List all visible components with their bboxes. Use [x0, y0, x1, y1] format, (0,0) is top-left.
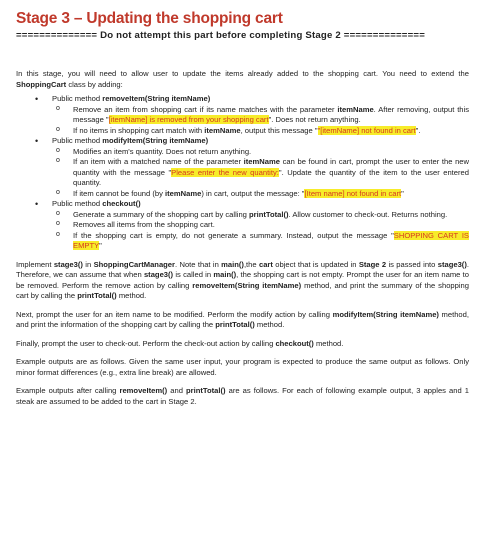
- text: and: [167, 386, 187, 395]
- code-ref: printTotal(): [186, 386, 226, 395]
- example-paragraph: [16, 357, 469, 378]
- text: If item cannot be found (by: [73, 188, 166, 198]
- highlighted-message: Please enter the new quantity:: [171, 167, 279, 177]
- text: ) in cart, output the message: ": [201, 188, 305, 198]
- text: method, and print the information of the shopping cart by calling the: [16, 309, 469, 329]
- method-prefix: Public method: [52, 136, 103, 145]
- modify-paragraph: [16, 310, 469, 331]
- method-item-checkout: [16, 199, 469, 252]
- method-list: [16, 94, 469, 252]
- intro-text: In this stage, you will need to allow user to update the items already added to the shopping cart. You need to extend the: [16, 69, 469, 78]
- checkout-paragraph: [16, 339, 469, 350]
- code-ref: checkout(): [275, 338, 314, 348]
- highlighted-message: SHOPPING CART IS EMPTY: [73, 230, 469, 250]
- code-ref: removeItem(String itemName): [192, 280, 302, 290]
- code-ref: cart: [258, 259, 273, 269]
- code-ref: printTotal(): [77, 291, 117, 300]
- code-ref: stage3(): [437, 259, 467, 269]
- text: Next, prompt the user for an item name to be modified. Perform the modify action by calling: [16, 309, 333, 319]
- code-ref: stage3(): [143, 270, 174, 279]
- remove-details: [52, 105, 469, 137]
- text: If an item with a matched name of the parameter: [73, 157, 244, 166]
- method-ref: printTotal(): [249, 209, 289, 219]
- text: , output this message ": [240, 125, 318, 135]
- modify-details: [52, 147, 469, 200]
- text: ": [99, 241, 102, 250]
- code-ref: removeItem(): [119, 386, 168, 395]
- text: in: [82, 259, 94, 269]
- method-item-modify: [16, 136, 469, 199]
- text: are as follows. For each of following example output, 3 apples and 1 steak are assumed to be added to the cart in Stage 2.: [16, 386, 470, 406]
- class-name: ShoppingCart: [16, 79, 67, 89]
- list-item: [52, 147, 469, 158]
- text: If no items in shopping cart match with: [73, 125, 205, 135]
- text: . After removing, output this message ": [73, 104, 470, 124]
- text: Remove an item from shopping cart if its name matches with the parameter: [73, 104, 338, 114]
- intro-text: class by adding:: [66, 79, 123, 89]
- text: Implement: [16, 259, 54, 269]
- method-item-remove: [16, 94, 469, 136]
- text: method, and print the summary of the shopping cart by calling the: [16, 280, 469, 300]
- text: ". Does not return anything.: [268, 115, 361, 124]
- text: . Allow customer to check-out. Returns nothing.: [288, 209, 448, 219]
- method-prefix: Public method: [52, 199, 103, 208]
- text: method.: [254, 320, 285, 329]
- text: ": [401, 188, 404, 198]
- highlighted-message: [itemName] is removed from your shopping cart: [108, 115, 269, 124]
- text: ,the: [243, 259, 259, 269]
- warning-banner: ============== Do not attempt this part before completing Stage 2 ==============: [16, 30, 426, 41]
- list-item: [52, 210, 469, 221]
- text: Finally, prompt the user to check-out. Perform the check-out action by calling: [16, 338, 276, 348]
- code-ref: ShoppingCartManager: [93, 259, 175, 269]
- checkout-details: [52, 210, 469, 252]
- text: , the shopping cart is not empty. Prompt the user for an item name to be removed. Perform the remove action by calling: [16, 270, 469, 290]
- text: method.: [116, 291, 147, 300]
- text: is passed into: [386, 259, 438, 269]
- param-name: itemName: [337, 104, 374, 114]
- text: If the shopping cart is empty, do not generate a summary. Instead, output the message ": [73, 230, 394, 240]
- list-item: [52, 157, 469, 189]
- code-ref: printTotal(): [215, 320, 255, 329]
- highlighted-message: "[itemName] not found in cart: [317, 125, 416, 135]
- param-name: itemName: [204, 125, 241, 135]
- list-item: [52, 105, 469, 126]
- text: Modifies an item's quantity. Does not return anything.: [73, 146, 252, 156]
- text: can be found in cart, prompt the user to enter the new quantity with the message ": [73, 157, 469, 177]
- text: . Therefore, we can assume that when: [16, 259, 469, 279]
- text: Generate a summary of the shopping cart by calling: [73, 209, 250, 219]
- list-item: [52, 220, 469, 231]
- text: ". Update the quantity of the item to the user entered quantity.: [73, 167, 469, 187]
- text: is called in: [173, 270, 214, 279]
- list-item: [52, 231, 469, 252]
- text: object that is updated in: [272, 259, 359, 269]
- code-ref: modifyItem(String itemName): [332, 309, 439, 319]
- method-signature: checkout(): [102, 199, 141, 208]
- method-signature: removeItem(String itemName): [102, 94, 211, 103]
- code-ref: stage3(): [53, 259, 83, 269]
- text: ".: [415, 125, 421, 135]
- implement-paragraph: [16, 260, 469, 302]
- text: Removes all items from the shopping cart.: [73, 220, 215, 229]
- method-prefix: Public method: [52, 94, 103, 103]
- text: Example outputs after calling: [16, 386, 120, 395]
- param-name: itemName: [243, 157, 280, 166]
- list-item: [52, 189, 469, 200]
- text: Example outputs are as follows. Given the same user input, your program is expected to produce the same output as follows. Only minor format differences (e.g., extra line break) are allowed.: [16, 357, 469, 377]
- code-ref: main(): [221, 259, 244, 269]
- text: method.: [313, 338, 344, 348]
- intro-paragraph: [16, 69, 469, 90]
- text: . Note that in: [175, 259, 222, 269]
- highlighted-message: [Item name] not found in cart: [304, 188, 402, 198]
- code-ref: Stage 2: [358, 259, 387, 269]
- code-ref: main(): [213, 270, 237, 279]
- param-name: itemName: [165, 188, 202, 198]
- method-signature: modifyItem(String itemName): [102, 136, 209, 145]
- example-remove-paragraph: [16, 386, 469, 407]
- list-item: [52, 126, 469, 137]
- page-title: Stage 3 – Updating the shopping cart: [16, 10, 283, 27]
